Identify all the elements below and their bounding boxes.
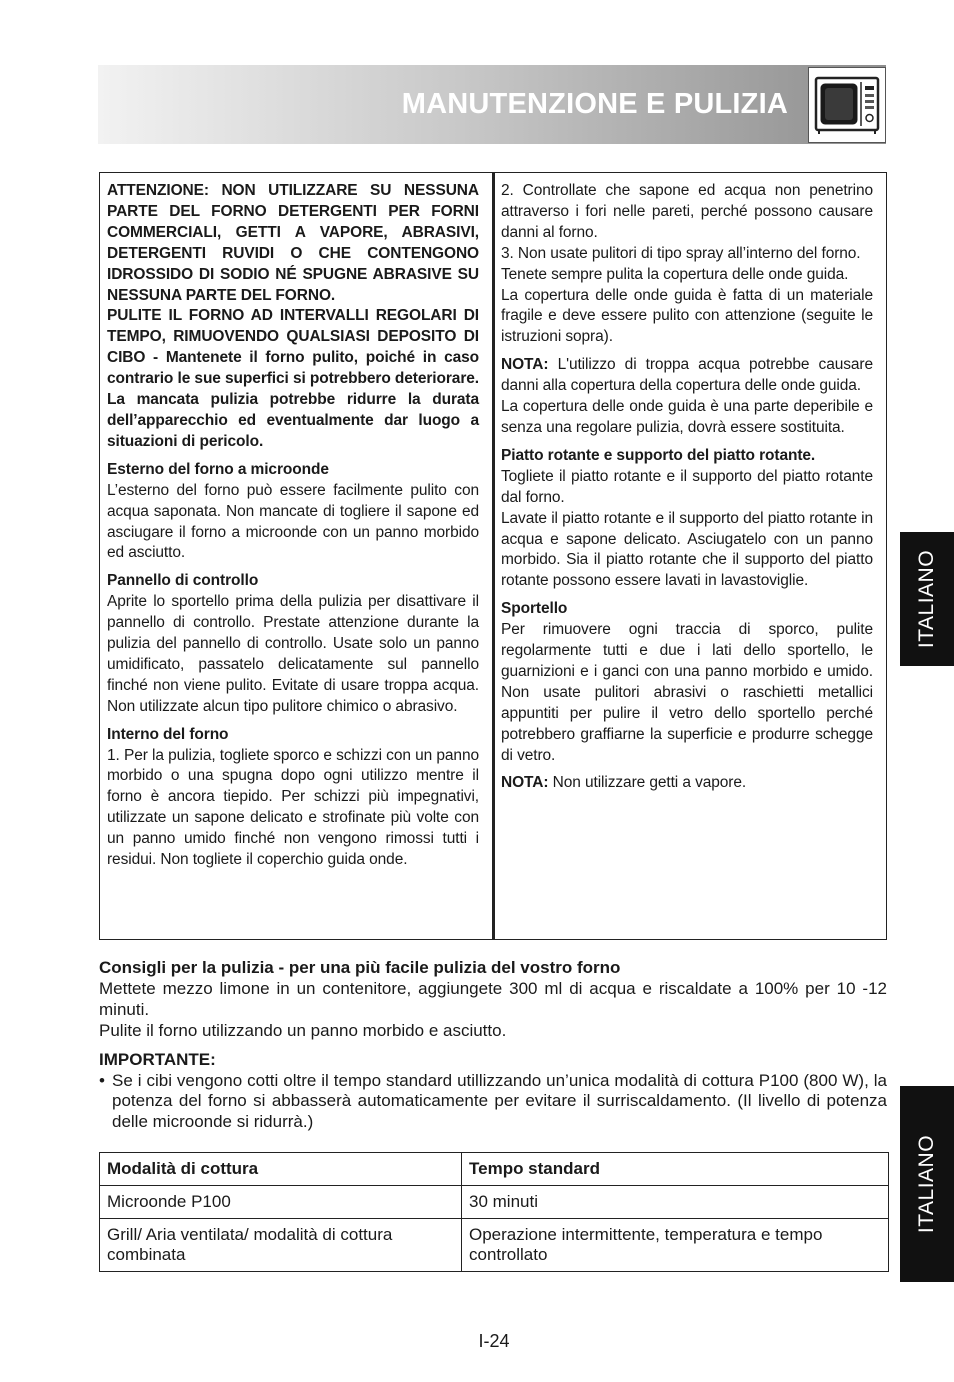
language-tab: [900, 1086, 954, 1282]
note-label: NOTA:: [501, 774, 549, 792]
table-row: [100, 1219, 889, 1272]
tips-heading: Consigli per la pulizia - per una più facile pulizia del vostro forno: [99, 958, 621, 977]
warning-text: ATTENZIONE: NON UTILIZZARE SU NESSUNA PARTE DEL FORNO DETERGENTI PER FORNI COMMERCIALI, GETTI A VAPORE, ABRASIVI, DETERGENTI RUVIDI O CHE CONTENGONO IDROSSIDO DI SODIO NÉ SPUGNE ABRASIVE SU NESSUNA PARTE DEL FORNO.: [107, 182, 479, 304]
instruction-item-2: 2. Controllate che sapone ed acqua non penetrino attraverso i fori nelle pareti, perché possono causare danni al forno.: [501, 182, 873, 241]
waveguide-cover-clean-text: Tenete sempre pulita la copertura delle onde guida.: [501, 265, 849, 283]
important-heading: IMPORTANTE:: [99, 1049, 216, 1069]
waveguide-cover-fragile-text: La copertura delle onde guida è fatta di un materiale fragile e deve essere pulito con attenzione (seguite le istruzioni sopra).: [501, 286, 873, 346]
turntable-remove-text: Togliete il piatto rotante e il supporto del piatto rotante dal forno.: [501, 467, 873, 506]
header-banner: [98, 65, 886, 144]
cooking-time-table: [99, 1152, 889, 1272]
interior-heading: Interno del forno: [107, 725, 229, 743]
door-heading: Sportello: [501, 600, 568, 618]
note-paragraph: [501, 773, 873, 794]
language-tab-label: ITALIANO: [915, 549, 939, 649]
table-cell: Microonde P100: [100, 1186, 462, 1219]
instructions-box: [99, 172, 887, 940]
table-cell: Grill/ Aria ventilata/ modalità di cottura combinata: [100, 1219, 462, 1272]
cleaning-tips-section: [99, 958, 887, 1133]
note-paragraph: [501, 355, 873, 397]
bullet-marker: •: [99, 1070, 105, 1090]
exterior-text: L’esterno del forno può essere facilmente pulito con acqua saponata. Non mancate di togliere il sapone ed asciugare il forno a microonde con un panno morbido ed asciutto.: [107, 481, 479, 562]
turntable-wash-text: Lavate il piatto rotante e il supporto del piatto rotante in acqua e sapone delicato. Asciugatelo con un panno morbido. Sia il piatto rotante che il supporto del piatto rotante possono essere lavati in lavastoviglie.: [501, 509, 873, 590]
turntable-heading: Piatto rotante e supporto del piatto rotante.: [501, 446, 816, 464]
table-cell: Operazione intermittente, temperatura e tempo controllato: [462, 1219, 889, 1272]
language-tab-label: ITALIANO: [915, 1134, 939, 1234]
exterior-heading: Esterno del forno a microonde: [107, 460, 329, 478]
control-panel-heading: Pannello di controllo: [107, 572, 259, 590]
page-title: MANUTENZIONE E PULIZIA: [401, 88, 788, 120]
table-header-cell: Tempo standard: [462, 1153, 889, 1186]
note-text: L'utilizzo di troppa acqua potrebbe causare danni alla copertura della copertura delle onde guida.: [501, 356, 873, 395]
tips-line: Mettete mezzo limone in un contenitore, aggiungete 300 ml di acqua e riscaldate a 100% per 10 -12 minuti.: [99, 978, 887, 1019]
table-header-cell: Modalità di cottura: [100, 1153, 462, 1186]
important-bullet: [99, 1071, 887, 1134]
microwave-icon-box: [808, 67, 886, 143]
interior-text: 1. Per la pulizia, togliete sporco e schizzi con un panno morbido o una spugna dopo ogni utilizzo mentre il forno è ancora tiepido. Per schizzi più impegnativi, utilizzate un sapone delicato e strofinate più volte con un panno umido finché non vengono rimossi tutti i residui. Non togliete il coperchio guida onde.: [107, 746, 479, 869]
right-column: [501, 181, 873, 794]
page-number: I-24: [478, 1331, 510, 1351]
language-tab: [900, 532, 954, 666]
table-header-row: [100, 1153, 889, 1186]
tips-line: Pulite il forno utilizzando un panno morbido e asciutto.: [99, 1020, 507, 1040]
note-text: Non utilizzare getti a vapore.: [548, 774, 747, 792]
clean-regularly-text: PULITE IL FORNO AD INTERVALLI REGOLARI DI TEMPO, RIMUOVENDO QUALSIASI DEPOSITO DI CIBO - Mantenete il forno pulito, poiché in caso contrario le sue superfici si potrebbero deteriorare. La mancata pulizia potrebbe ridurre la durata dell’apparecchio ed eventualmente dar luogo a situazioni di pericolo.: [107, 307, 479, 450]
instruction-item-3: 3. Non usate pulitori di tipo spray all’interno del forno.: [501, 244, 861, 262]
table-cell: 30 minuti: [462, 1186, 889, 1219]
note-label: NOTA:: [501, 356, 549, 374]
important-bullet-text: Se i cibi vengono cotti oltre il tempo standard utillizzando un’unica modalità di cottura P100 (800 W), la potenza del forno si abbasserà automaticamente per evitare il surriscaldamento. (Il livello di potenza delle microonde si ridurrà.): [112, 1070, 887, 1132]
control-panel-text: Aprite lo sportello prima della pulizia per disattivare il pannello di controllo. Prestate attenzione durante la pulizia del pannello di controllo. Usate solo un panno umidificato, passatelo delicatamente sul pannello finché non viene pulito. Evitate di usare troppa acqua. Non utilizzate alcun tipo pulitore chimico o abrasivo.: [107, 593, 479, 715]
microwave-icon: [813, 74, 881, 136]
door-text: Per rimuovere ogni traccia di sporco, pulite regolarmente tutti e due i lati dello sportello, le guarnizioni e i ganci con una panno morbido e umido. Non usate pulitori abrasivi o raschietti metallici appuntiti per pulire il vetro dello sportello perché potrebbero graffiarne la superficie e produrre schegge di vetro.: [501, 621, 873, 764]
waveguide-cover-perishable-text: La copertura delle onde guida è una parte deperibile e senza una regolare pulizia, dovrà essere sostituita.: [501, 398, 873, 436]
table-row: [100, 1186, 889, 1219]
column-divider: [492, 173, 495, 939]
left-column: [107, 181, 479, 871]
